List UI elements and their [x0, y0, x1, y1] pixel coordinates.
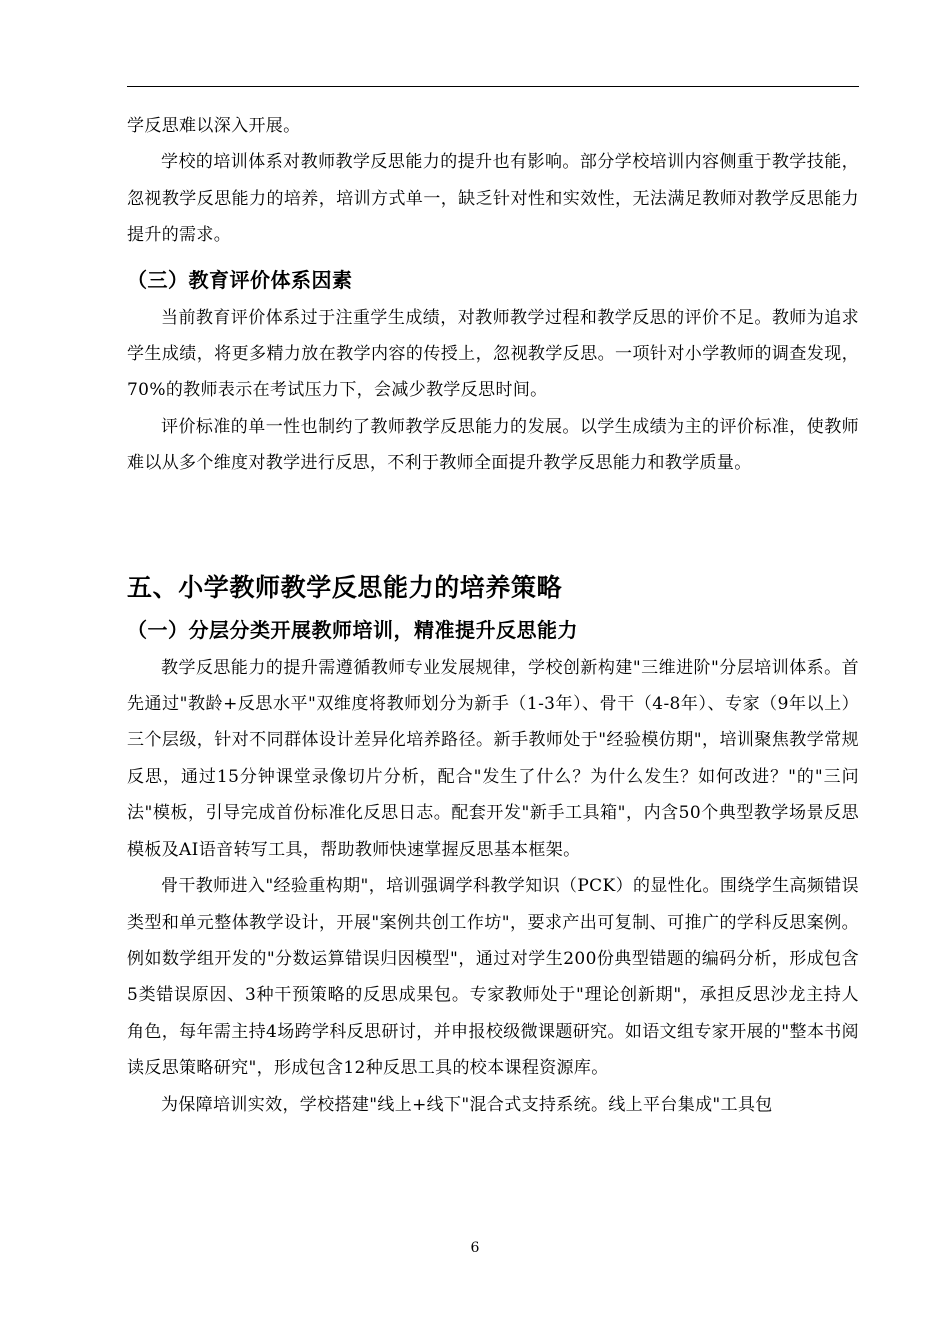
body-paragraph: 骨干教师进入"经验重构期"，培训强调学科教学知识（PCK）的显性化。围绕学生高频错误类型和单元整体教学设计，开展"案例共创工作坊"，要求产出可复制、可推广的学科反思案例。例如数学组开发的"分数运算错误归因模型"，通过对学生200份典型错题的编码分析，形成包含5类错误原因、3种干预策略的反思成果包。专家教师处于"理论创新期"，承担反思沙龙主持人角色，每年需主持4场跨学科反思研讨，并申报校级微课题研究。如语文组专家开展的"整本书阅读反思策略研究"，形成包含12种反思工具的校本课程资源库。	[127, 876, 859, 1079]
page-body	[127, 108, 859, 1123]
section-heading-evaluation-system: （三）教育评价体系因素	[127, 267, 353, 292]
body-paragraph: 为保障培训实效，学校搭建"线上+线下"混合式支持系统。线上平台集成"工具包	[161, 1094, 773, 1115]
body-paragraph: 评价标准的单一性也制约了教师教学反思能力的发展。以学生成绩为主的评价标准，使教师难以从多个维度对教学进行反思，不利于教师全面提升教学反思能力和教学质量。	[127, 416, 859, 474]
body-paragraph-continued: 学反思难以深入开展。	[127, 116, 301, 136]
body-paragraph: 教学反思能力的提升需遵循教师专业发展规律，学校创新构建"三维进阶"分层培训体系。首先通过"教龄+反思水平"双维度将教师划分为新手（1-3年）、骨干（4-8年）、专家（9年以上）三个层级，针对不同群体设计差异化培养路径。新手教师处于"经验模仿期"，培训聚焦教学常规反思，通过15分钟课堂录像切片分析，配合"发生了什么？为什么发生？如何改进？"的"三问法"模板，引导完成首份标准化反思日志。配套开发"新手工具箱"，内含50个典型教学场景反思模板及AI语音转写工具，帮助教师快速掌握反思基本框架。	[127, 657, 859, 860]
section-heading-tiered-training: （一）分层分类开展教师培训，精准提升反思能力	[127, 617, 578, 642]
body-paragraph: 学校的培训体系对教师教学反思能力的提升也有影响。部分学校培训内容侧重于教学技能，忽视教学反思能力的培养，培训方式单一，缺乏针对性和实效性，无法满足教师对教学反思能力提升的需求。	[127, 152, 859, 246]
header-rule	[127, 86, 859, 87]
body-paragraph: 当前教育评价体系过于注重学生成绩，对教师教学过程和教学反思的评价不足。教师为追求学生成绩，将更多精力放在教学内容的传授上，忽视教学反思。一项针对小学教师的调查发现，70%的教师表示在考试压力下，会减少教学反思时间。	[127, 307, 859, 401]
chapter-heading-strategies: 五、小学教师教学反思能力的培养策略	[127, 572, 563, 602]
page-number: 6	[470, 1240, 480, 1256]
